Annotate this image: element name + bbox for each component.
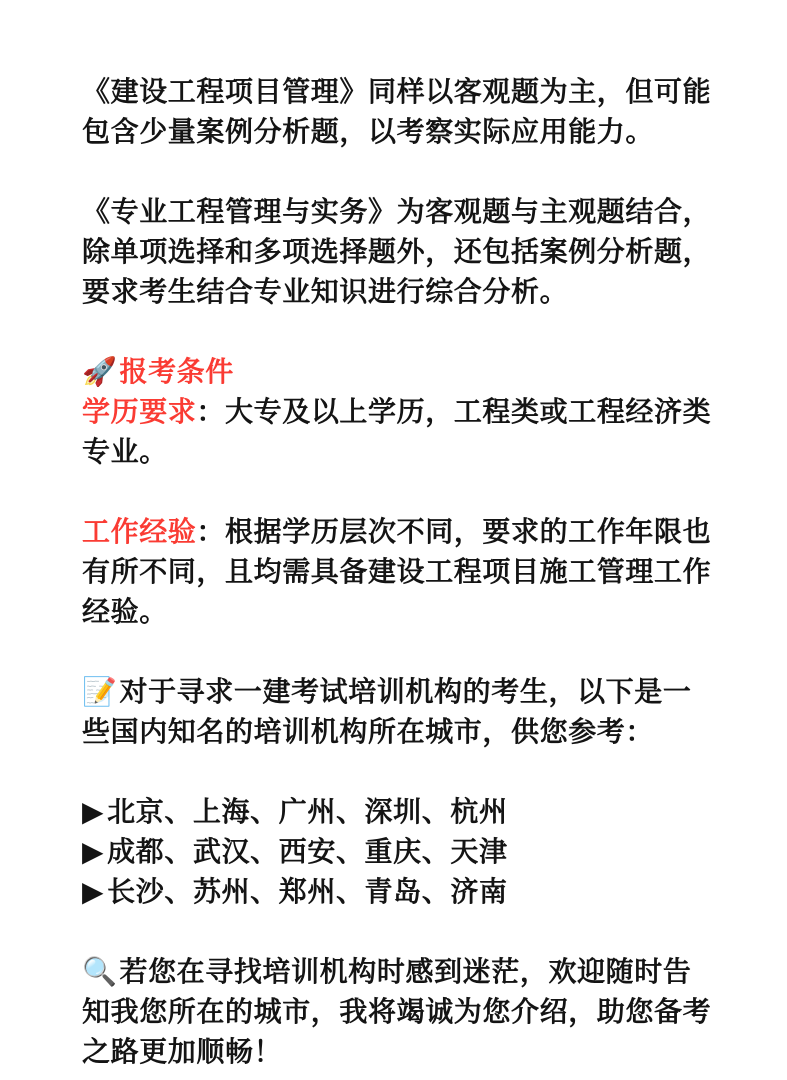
triangle-bullet-icon: ▶ — [82, 796, 105, 827]
education-requirement — [82, 396, 711, 467]
city-row-text: 北京、上海、广州、深圳、杭州 — [107, 796, 508, 827]
work-experience-text: 根据学历层次不同，要求的工作年限也有所不同，且均需具备建设工程项目施工管理工作经验。 — [82, 516, 712, 627]
section-heading-text: 报考条件 — [119, 356, 234, 387]
city-list-row — [82, 832, 719, 872]
paragraph-professional-practice — [82, 192, 719, 312]
education-text: 大专及以上学历，工程类或工程经济类专业。 — [82, 396, 712, 467]
city-list-row — [82, 792, 719, 832]
work-experience-requirement — [82, 512, 719, 632]
memo-icon: 📝 — [82, 676, 118, 707]
triangle-bullet-icon: ▶ — [82, 836, 105, 867]
paragraph-project-management — [82, 72, 719, 152]
city-row-text: 长沙、苏州、郑州、青岛、济南 — [107, 876, 508, 907]
paragraph-text: 《专业工程管理与实务》为客观题与主观题结合，除单项选择和多项选择题外，还包括案例分析题，要求考生结合专业知识进行综合分析。 — [82, 196, 712, 307]
training-intro-text: 对于寻求一建考试培训机构的考生，以下是一些国内知名的培训机构所在城市，供您参考： — [82, 676, 692, 747]
rocket-icon: 🚀 — [82, 356, 118, 387]
education-label: 学历要求 — [82, 396, 197, 427]
paragraph-text: 《建设工程项目管理》同样以客观题为主，但可能包含少量案例分析题，以考察实际应用能力。 — [82, 76, 712, 147]
city-row-text: 成都、武汉、西安、重庆、天津 — [107, 836, 508, 867]
education-colon: ： — [196, 396, 226, 427]
training-institutions-intro — [82, 672, 719, 752]
section-application-conditions — [82, 352, 719, 472]
work-experience-label: 工作经验 — [82, 516, 197, 547]
triangle-bullet-icon: ▶ — [82, 876, 105, 907]
city-list-row — [82, 872, 719, 912]
closing-note — [82, 952, 719, 1072]
magnifying-glass-icon: 🔍 — [82, 956, 118, 987]
section-heading — [82, 352, 719, 392]
city-list — [82, 792, 719, 912]
work-experience-colon: ： — [196, 516, 226, 547]
closing-note-text: 若您在寻找培训机构时感到迷茫，欢迎随时告知我您所在的城市，我将竭诚为您介绍，助您备考之路更加顺畅！ — [82, 956, 712, 1067]
